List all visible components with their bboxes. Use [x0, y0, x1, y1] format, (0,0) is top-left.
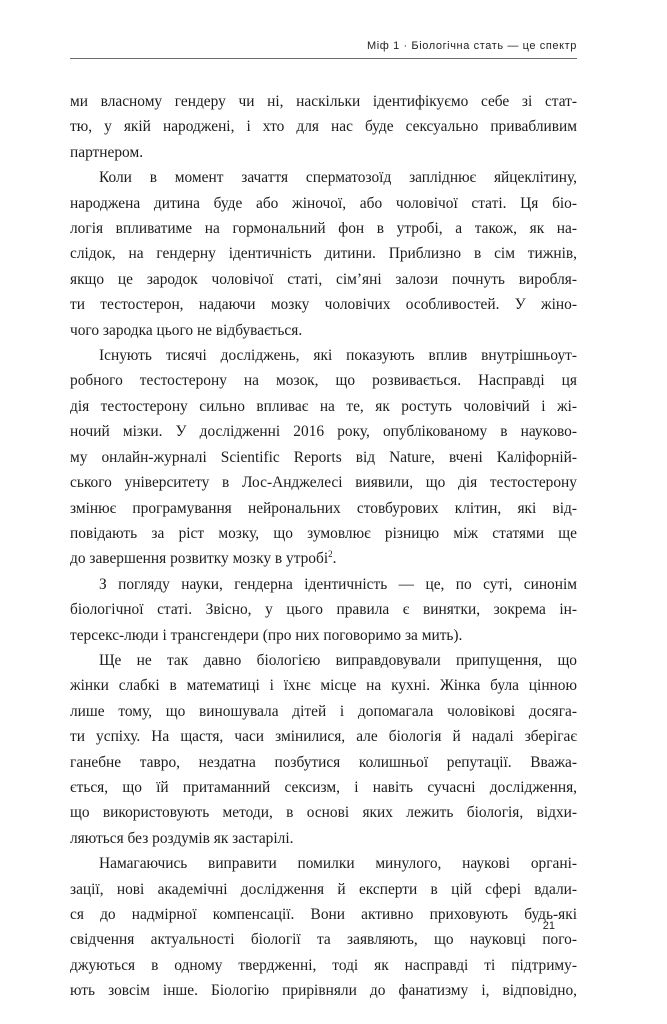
paragraph — [70, 572, 577, 648]
text-line: дія тестостерону сильно впливає на те, як ростуть чоловічий і жі- — [70, 397, 577, 415]
text-line: робного тестостерону на мозок, що розвивається. Насправді ця — [70, 372, 577, 390]
paragraph — [70, 648, 577, 851]
text-line: змінює програмування нейрональних стовбурових клітин, які від- — [70, 499, 577, 517]
text-line: до завершення розвитку мозку в утробі$^2$. — [70, 549, 337, 568]
text-line: З погляду науки, гендерна ідентичність — це, по суті, синонім — [99, 575, 577, 593]
text-line: ганебне тавро, нездатна позбутися колишньої репутації. Вважа- — [70, 753, 577, 771]
text-line: Існують тисячі досліджень, які показують вплив внутрішньоут- — [99, 347, 577, 365]
text-line: якщо це зародок чоловічої статі, сім’яні залози почнуть виробля- — [70, 270, 577, 288]
text-line: біологічної статі. Звісно, у цього правила є винятки, зокрема ін- — [70, 601, 577, 619]
text-line: жінки слабкі в математиці і їхнє місце на кухні. Жінка була цінною — [70, 677, 577, 695]
text-line: ського університету в Лос-Анджелесі виявили, що дія тестостерону — [70, 474, 577, 492]
body-text — [70, 89, 577, 1004]
page-number: 21 — [542, 920, 555, 932]
text-line: ється, що їй притаманний сексизм, і навіть сучасні дослідження, — [70, 778, 577, 796]
text-line: лише тому, що виношувала дітей і допомагала чоловікові досяга- — [70, 702, 577, 720]
text-line: свідчення актуальності біології та заявляють, що науковці пого- — [70, 931, 577, 949]
text-line: чого зародка цього не відбувається. — [70, 321, 303, 339]
text-line: тю, у якій народжені, і хто для нас буде сексуально привабливим — [70, 118, 577, 136]
text-line: партнером. — [70, 143, 144, 161]
text-line: ляються без роздумів як застарілі. — [70, 829, 294, 847]
text-line: джуються в одному твердженні, тоді як насправді ті підтриму- — [70, 956, 577, 974]
footnote-trailing-punctuation: . — [332, 550, 337, 568]
text-line: терсекс-люди і трансгендери (про них поговоримо за мить). — [70, 626, 463, 644]
text-line: ють зовсім інше. Біологію прирівняли до фанатизму і, відповідно, — [70, 982, 577, 1000]
text-line: Коли в момент зачаття сперматозоїд запліднює яйцеклітину, — [99, 169, 577, 187]
text-line: зації, нові академічні дослідження й експерти в цій сфері вдали- — [70, 880, 577, 898]
text-line: ми власному гендеру чи ні, наскільки ідентифікуємо себе зі стат- — [70, 93, 577, 110]
text-line: слідок, на гендерну ідентичність дитини. Приблизно в сім тижнів, — [70, 245, 577, 263]
paragraph — [70, 89, 577, 165]
running-head-title: Міф 1 · Біологічна стать — це спектр — [366, 40, 577, 52]
text-line: му онлайн-журналі Scientific Reports від Nature, вчені Каліфорній- — [70, 448, 577, 466]
text-line: народжена дитина буде або жіночої, або чоловічої статі. Ця біо- — [70, 194, 577, 212]
paragraph — [70, 343, 577, 572]
text-line: ся до надмірної компенсації. Вони активно приховують будь-які — [70, 906, 577, 923]
running-head — [70, 40, 577, 59]
text-line: логія впливатиме на гормональний фон в утробі, а також, як на- — [70, 220, 577, 238]
text-line: ночий мізки. У дослідженні 2016 року, опублікованому в науково- — [70, 423, 577, 441]
text-line: що використовують методи, в основі яких лежить біологія, відхи- — [70, 804, 577, 822]
text-line: ти тестостерон, надаючи мозку чоловічих особливостей. У жіно- — [70, 296, 577, 314]
paragraph — [70, 851, 577, 1003]
text-line: Намагаючись виправити помилки минулого, наукові органі- — [99, 855, 577, 873]
text-line: ти успіху. На щастя, часи змінилися, але біологія й надалі зберігає — [70, 728, 577, 746]
footnote-marker: 2 — [328, 549, 333, 560]
text-line: Ще не так давно біологією виправдовували припущення, що — [99, 651, 577, 669]
text-line: повідають за ріст мозку, що зумовлює різницю між статями ще — [70, 524, 577, 542]
paragraph — [70, 165, 577, 343]
